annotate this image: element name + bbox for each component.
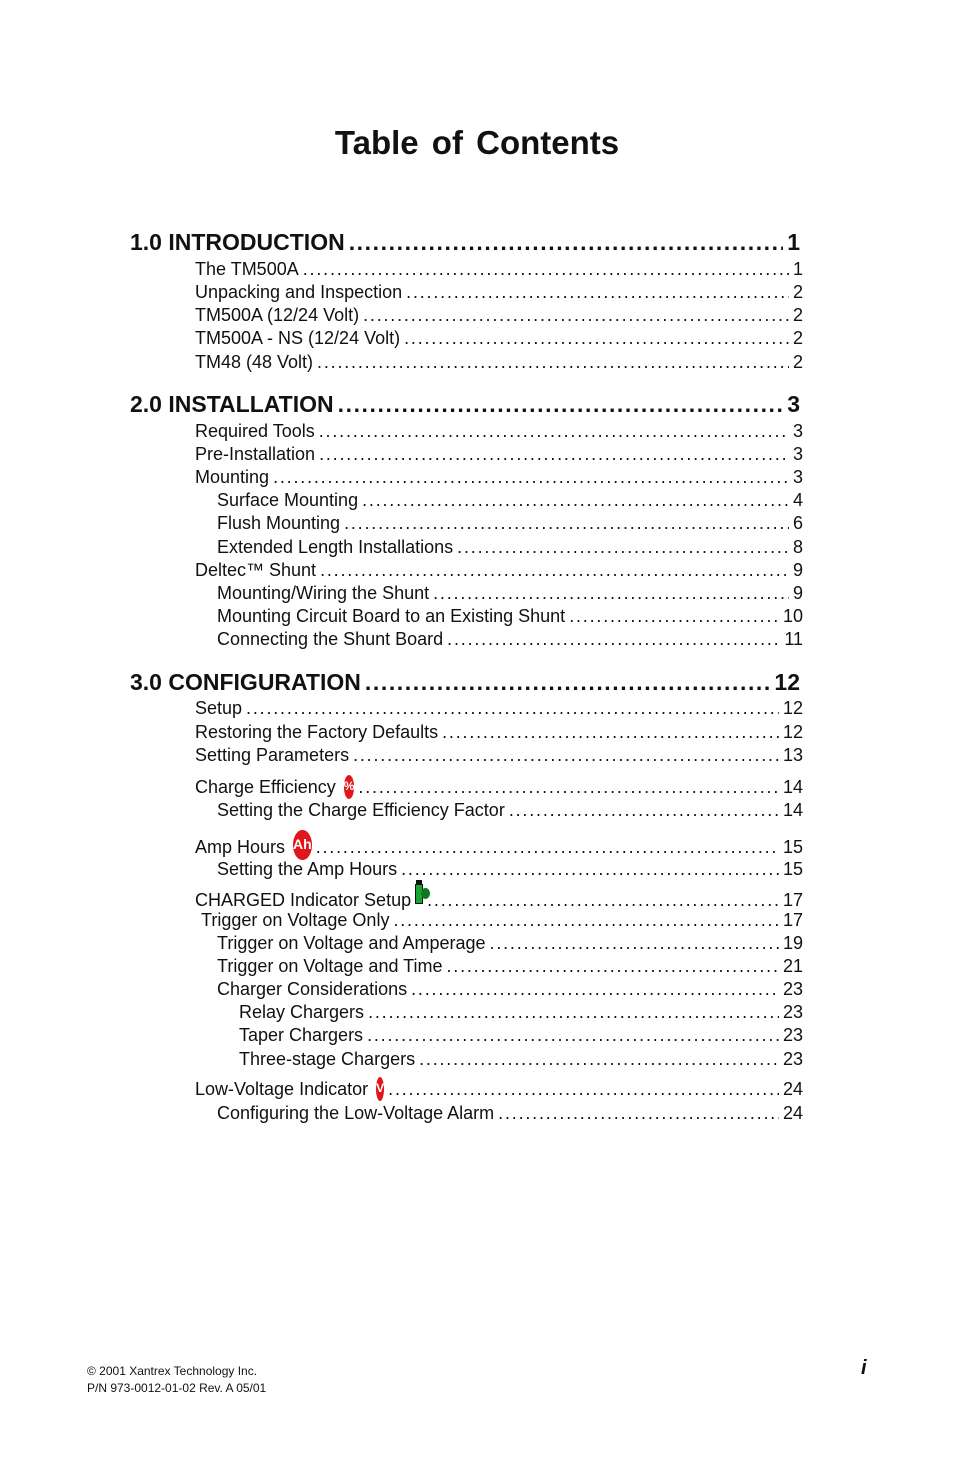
page-ref: 12 [782, 722, 803, 742]
dot-leader [446, 955, 779, 977]
entry-label: TM48 (48 Volt) [195, 352, 314, 372]
entry-label: Mounting/Wiring the Shunt [217, 583, 430, 603]
page-ref: 9 [792, 560, 803, 580]
toc-entry[interactable] [195, 304, 803, 326]
dot-leader [317, 351, 789, 373]
page-ref: 24 [782, 1079, 803, 1099]
toc-entry[interactable] [195, 744, 803, 766]
entry-label: Mounting [195, 467, 270, 487]
page-ref: 14 [782, 800, 803, 820]
entry-label: Connecting the Shunt Board [217, 629, 444, 649]
dot-leader [404, 327, 789, 349]
dot-leader [353, 744, 779, 766]
toc-subentry[interactable] [217, 489, 803, 511]
toc-subentry[interactable] [217, 536, 803, 558]
entry-label: Trigger on Voltage and Time [217, 956, 443, 976]
dot-leader [338, 390, 784, 418]
page-ref: 3 [792, 421, 803, 441]
dot-leader [569, 605, 779, 627]
page-ref: 13 [782, 745, 803, 765]
dot-leader [303, 258, 789, 280]
toc-entry[interactable] [195, 1078, 803, 1104]
page-ref: 15 [782, 859, 803, 879]
entry-label: Unpacking and Inspection [195, 282, 403, 302]
dot-leader [362, 489, 789, 511]
page-ref: 21 [782, 956, 803, 976]
toc-subentry[interactable] [217, 955, 803, 977]
toc-entry[interactable] [195, 697, 803, 719]
page-ref: 17 [782, 910, 803, 930]
page-ref: 19 [782, 933, 803, 953]
toc-subentry[interactable] [217, 628, 803, 650]
dot-leader [388, 1078, 779, 1100]
toc-subentry[interactable] [217, 858, 803, 880]
page-ref: 17 [782, 890, 803, 910]
entry-label: Required Tools [195, 421, 315, 441]
entry-label: Trigger on Voltage Only [201, 910, 390, 930]
dot-leader [433, 582, 789, 604]
toc-entry[interactable] [201, 909, 803, 931]
amp-hours-icon: Ah [293, 830, 312, 860]
battery-icon [415, 884, 423, 904]
page-ref: 6 [792, 513, 803, 533]
toc-entry[interactable] [195, 443, 803, 465]
toc-entry[interactable] [195, 258, 803, 280]
toc-entry[interactable] [195, 327, 803, 349]
toc-entry[interactable] [195, 420, 803, 442]
section-number: 3.0 [130, 669, 162, 695]
page-ref: 3 [792, 444, 803, 464]
toc-entry[interactable] [195, 466, 803, 488]
dot-leader [349, 228, 784, 256]
dot-leader [401, 858, 779, 880]
toc-subentry[interactable] [217, 582, 803, 604]
copyright-text: © 2001 Xantrex Technology Inc. [87, 1364, 258, 1378]
toc-subsubentry[interactable] [239, 1048, 803, 1070]
page-ref: 12 [774, 669, 800, 695]
entry-label: Taper Chargers [239, 1025, 364, 1045]
entry-label: Low-Voltage Indicator [195, 1079, 369, 1099]
page-ref: 23 [782, 1002, 803, 1022]
page-ref: 24 [782, 1103, 803, 1123]
page-ref: 3 [787, 391, 800, 417]
section-number: 1.0 [130, 229, 162, 255]
dot-leader [319, 443, 789, 465]
page-title: Table of Contents [334, 124, 620, 161]
toc-subentry[interactable] [217, 978, 803, 1000]
entry-label: Trigger on Voltage and Amperage [217, 933, 486, 953]
dot-leader [457, 536, 789, 558]
dot-leader [363, 304, 789, 326]
toc-subsubentry[interactable] [239, 1024, 803, 1046]
page-ref: 4 [792, 490, 803, 510]
page-ref: 10 [782, 606, 803, 626]
page-ref: 15 [782, 837, 803, 857]
entry-label: Setting Parameters [195, 745, 350, 765]
page-ref: 2 [792, 305, 803, 325]
dot-leader [320, 559, 789, 581]
dot-leader [246, 697, 779, 719]
dot-leader [358, 776, 779, 798]
dot-leader [406, 281, 789, 303]
entry-label: Deltec™ Shunt [195, 560, 317, 580]
dot-leader [273, 466, 789, 488]
entry-label: The TM500A [195, 259, 299, 279]
entry-label: Restoring the Factory Defaults [195, 722, 439, 742]
dot-leader [319, 420, 789, 442]
page-ref: 2 [792, 282, 803, 302]
toc-section-installation[interactable] [130, 390, 800, 418]
entry-label: Relay Chargers [239, 1002, 365, 1022]
toc-section-configuration[interactable] [130, 668, 800, 696]
dot-leader [344, 512, 789, 534]
dot-leader [509, 799, 779, 821]
toc-subsubentry[interactable] [239, 1001, 803, 1023]
page-ref: 8 [792, 537, 803, 557]
dot-leader [365, 668, 771, 696]
entry-label: Surface Mounting [217, 490, 359, 510]
dot-leader [368, 1001, 779, 1023]
entry-label: Configuring the Low-Voltage Alarm [217, 1103, 495, 1123]
entry-label: Flush Mounting [217, 513, 341, 533]
entry-label: Pre-Installation [195, 444, 316, 464]
page-ref: 2 [792, 328, 803, 348]
section-number: 2.0 [130, 391, 162, 417]
dot-leader [447, 628, 780, 650]
page-ref: 9 [792, 583, 803, 603]
dot-leader [498, 1102, 779, 1124]
toc-subentry[interactable] [217, 512, 803, 534]
entry-label: Setup [195, 698, 243, 718]
dot-leader [442, 721, 779, 743]
dot-leader [411, 978, 779, 1000]
toc-subentry[interactable] [217, 1102, 803, 1124]
dot-leader [393, 909, 779, 931]
page-ref: 11 [784, 629, 803, 649]
percent-icon: % [344, 775, 355, 799]
page-ref: 14 [782, 777, 803, 797]
toc-entry[interactable] [195, 559, 803, 581]
page-ref: 23 [782, 1049, 803, 1069]
dot-leader [367, 1024, 779, 1046]
toc-subentry[interactable] [217, 932, 803, 954]
entry-label: Setting the Amp Hours [217, 859, 398, 879]
entry-label: Amp Hours [195, 837, 286, 857]
entry-label: Mounting Circuit Board to an Existing Shunt [217, 606, 566, 626]
entry-label: TM500A (12/24 Volt) [195, 305, 360, 325]
toc-entry[interactable] [195, 886, 803, 911]
page-ref: 1 [792, 259, 803, 279]
dot-leader [419, 1048, 779, 1070]
dot-leader [427, 889, 779, 911]
entry-label: Extended Length Installations [217, 537, 454, 557]
page-ref: 23 [782, 1025, 803, 1045]
entry-label: Setting the Charge Efficiency Factor [217, 800, 505, 820]
footer [87, 1363, 266, 1397]
entry-label: Charger Considerations [217, 979, 408, 999]
toc-section-introduction[interactable] [130, 228, 800, 256]
page-ref: 12 [782, 698, 803, 718]
part-number-text: P/N 973-0012-01-02 Rev. A 05/01 [87, 1381, 267, 1395]
entry-label: Charge Efficiency [195, 777, 336, 797]
page-ref: 2 [792, 352, 803, 372]
section-label: INSTALLATION [168, 391, 334, 417]
dot-leader [316, 836, 779, 858]
page-number: i [861, 1357, 867, 1379]
page-ref: 3 [792, 467, 803, 487]
toc-entry[interactable] [195, 281, 803, 303]
page-ref: 1 [787, 229, 800, 255]
page-ref: 23 [782, 979, 803, 999]
toc-subentry[interactable] [217, 605, 803, 627]
toc-subentry[interactable] [217, 799, 803, 821]
section-label: INTRODUCTION [168, 229, 345, 255]
toc-entry[interactable] [195, 721, 803, 743]
voltage-icon: V [376, 1077, 384, 1101]
entry-label: CHARGED Indicator Setup [195, 890, 412, 910]
section-label: CONFIGURATION [168, 669, 361, 695]
dot-leader [490, 932, 779, 954]
entry-label: TM500A - NS (12/24 Volt) [195, 328, 401, 348]
entry-label: Three-stage Chargers [239, 1049, 416, 1069]
toc-entry[interactable] [195, 351, 803, 373]
